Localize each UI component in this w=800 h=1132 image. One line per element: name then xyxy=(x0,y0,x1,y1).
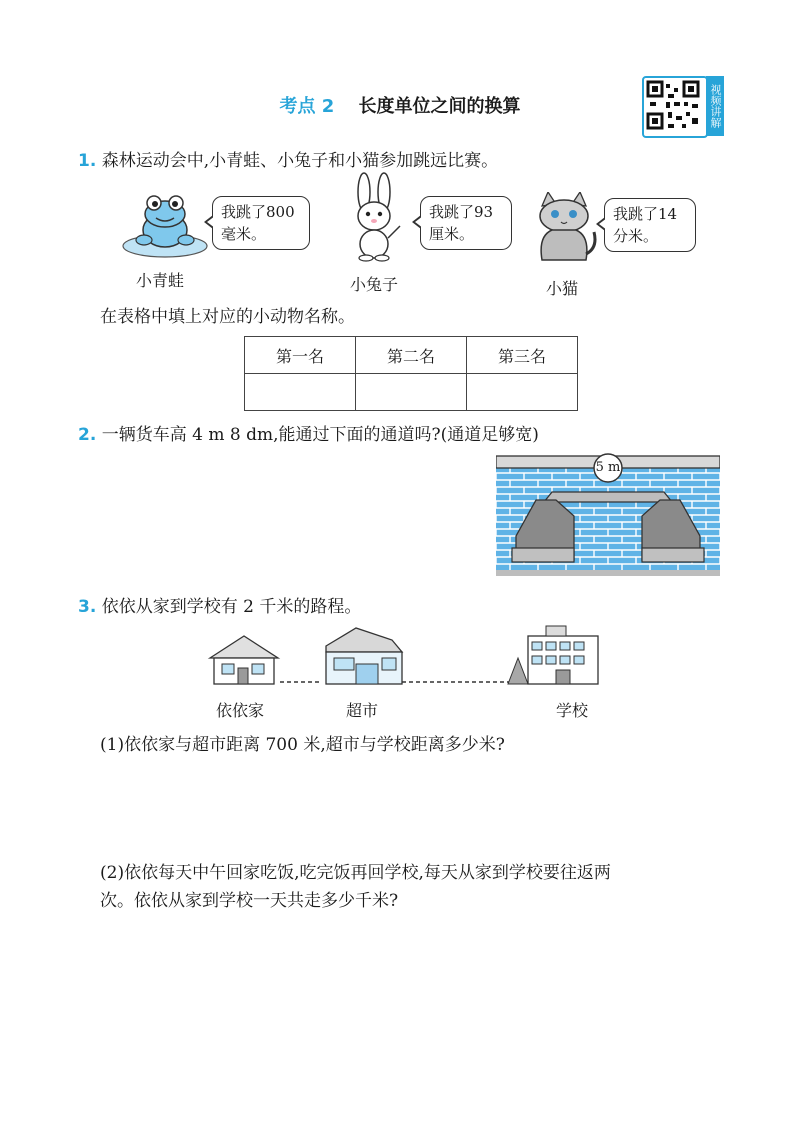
cat-speech-bubble xyxy=(604,198,696,252)
section-heading: 长度单位之间的换算 xyxy=(358,96,521,117)
question-1 xyxy=(78,146,498,171)
qr-side-label: 视频讲解 xyxy=(706,76,724,136)
bubble-line: 我跳了14 xyxy=(613,205,678,223)
question-number: 2. xyxy=(78,425,97,445)
question-3 xyxy=(78,592,361,617)
question-text: 一辆货车高 4 m 8 dm,能通过下面的通道吗?(通道足够宽) xyxy=(101,425,539,445)
bubble-line: 毫米。 xyxy=(221,225,267,243)
rabbit-illustration xyxy=(340,172,410,262)
place-home: 依依家 xyxy=(216,701,265,720)
place-school: 学校 xyxy=(556,701,589,720)
frog-speech-bubble xyxy=(212,196,310,250)
frog-illustration xyxy=(120,190,210,260)
section-tag: 考点 2 xyxy=(279,96,335,117)
table-answer-row xyxy=(245,374,578,411)
cat-illustration xyxy=(528,192,600,264)
qr-code-block[interactable] xyxy=(642,76,726,138)
table-header-row xyxy=(245,337,578,374)
bubble-line: 我跳了800 xyxy=(221,203,295,221)
qr-code-icon xyxy=(642,76,708,138)
q3-sub2-line1: (2)依依每天中午回家吃饭,吃完饭再回学校,每天从家到学校要往返两 xyxy=(100,863,611,883)
q3-sub1: (1)依依家与超市距离 700 米,超市与学校距离多少米? xyxy=(100,735,505,755)
frog-name: 小青蛙 xyxy=(136,271,185,290)
answer-cell[interactable] xyxy=(467,374,578,411)
bubble-line: 分米。 xyxy=(613,227,659,245)
question-2 xyxy=(78,420,539,445)
table-header-cell: 第一名 xyxy=(245,337,356,374)
question-number: 1. xyxy=(78,151,97,171)
q3-sub2-line2: 次。依依从家到学校一天共走多少千米? xyxy=(100,891,399,911)
answer-cell[interactable] xyxy=(245,374,356,411)
bubble-line: 厘米。 xyxy=(429,225,475,243)
question-text: 依依从家到学校有 2 千米的路程。 xyxy=(101,597,362,617)
cat-name: 小猫 xyxy=(546,279,579,298)
place-supermarket: 超市 xyxy=(346,701,379,720)
tunnel-height-label: 5 m xyxy=(595,460,621,475)
route-illustration xyxy=(206,622,606,692)
rabbit-speech-bubble xyxy=(420,196,512,250)
table-header-cell: 第三名 xyxy=(467,337,578,374)
question-text: 森林运动会中,小青蛙、小兔子和小猫参加跳远比赛。 xyxy=(101,151,499,171)
bubble-line: 我跳了93 xyxy=(429,203,494,221)
table-header-cell: 第二名 xyxy=(356,337,467,374)
ranking-table xyxy=(244,336,578,411)
rabbit-name: 小兔子 xyxy=(350,275,399,294)
answer-cell[interactable] xyxy=(356,374,467,411)
q1-instruction: 在表格中填上对应的小动物名称。 xyxy=(100,307,355,327)
question-number: 3. xyxy=(78,597,97,617)
tunnel-illustration xyxy=(496,452,720,576)
